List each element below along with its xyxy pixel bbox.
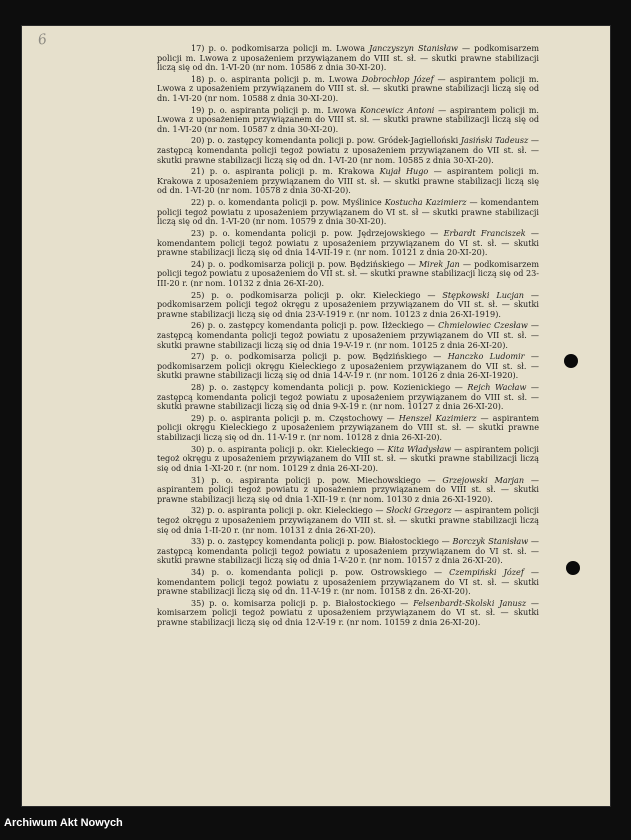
entry-position-text: 27) p. o. podkomisarza policji p. pow. Będzińskiego —: [191, 351, 448, 362]
entry-person-name: Hanczko Ludomir: [447, 351, 525, 362]
pencil-page-mark: 6: [36, 31, 49, 49]
entry-position-text: 24) p. o. podkomisarza policji p. pow. Będzińskiego —: [191, 258, 419, 269]
entry-decision-text: — komisarzem policji tegoż powiatu z uposażeniem przywiązanem do VI st. sł. — skutki prawne stabilizacji liczą się od dnia 12-V-19 r. (nr nom. 10159 z dnia 26-XI-20).: [157, 597, 539, 627]
entry-decision-text: — zastępcą komendanta policji tegoż powiatu z uposażeniem przywiązanem do VII st. sł. — skutki prawne stabilizacji liczą się od dn. 1-VI-20 (nr nom. 10585 z dnia 30-XI-20).: [157, 135, 539, 165]
entry-decision-text: — aspirantem policji m. Lwowa z uposażeniem przywiązanem do VIII st. sł. — skutki prawne stabilizacji liczą się od dn. 1-VI-20 (nr nom. 10587 z dnia 30-XI-20).: [157, 104, 539, 134]
appointment-entry: [157, 321, 539, 350]
entry-decision-text: — podkomisarzem policji tegoż powiatu z uposażeniem do VII st. sł. — skutki prawne stabilizacji liczą się od 23-III-20 r. (nr nom. 10132 z dnia 26-XI-20).: [157, 258, 539, 288]
entry-decision-text: — aspirantem policji tegoż okręgu z uposażeniem przywiązanem do VIII st. sł. — skutki prawne stabilizacji liczą się od dnia 1-II-20 r. (nr nom. 10131 z dnia 26-XI-20).: [157, 505, 539, 535]
appointment-entry: [157, 260, 539, 289]
entry-decision-text: — komendantem policji tegoż powiatu z uposażeniem przywiązanem do VI st. sł — skutki prawne stabilizacji liczą się od dn. 1-VI-20 (nr nom. 10579 z dnia 30-XI-20).: [157, 197, 539, 227]
archive-watermark: Archiwum Akt Nowych: [4, 817, 123, 829]
entry-position-text: 28) p. o. zastępcy komendanta policji p. pow. Kozienickiego —: [191, 382, 468, 393]
entry-person-name: Kostucha Kazimierz: [384, 197, 467, 208]
punch-hole: [566, 561, 580, 575]
appointment-entry: [157, 136, 539, 165]
entry-person-name: Czempiński Józef: [449, 567, 524, 578]
appointment-entry: [157, 167, 539, 196]
entry-decision-text: — aspirantem policji tegoż powiatu z uposażeniem przywiązanem do VIII st. sł. — skutki prawne stabilizacji liczą się od dnia 1-XII-19 r. (nr nom. 10130 z dnia 26-XI-1920).: [157, 474, 539, 504]
entry-person-name: Stępkowski Lucjan: [442, 289, 525, 300]
entry-position-text: 20) p. o. zastępcy komendanta policji p. pow. Gródek-Jagielloński: [191, 135, 461, 146]
entry-position-text: 31) p. o. aspiranta policji p. pow. Miechowskiego —: [191, 474, 443, 485]
entry-decision-text: — zastępcą komendanta policji tegoż powiatu z uposażeniem przywiązanem do VIII st. sł. — skutki prawne stabilizacji liczą się od dnia 9-X-19 r. (nr nom. 10127 z dnia 26-XI-20).: [157, 382, 539, 412]
entry-person-name: Mirek Jan: [418, 258, 460, 269]
entry-person-name: Felsenbardt-Skolski Janusz: [413, 597, 527, 608]
entry-decision-text: — podkomisarzem policji m. Lwowa z uposażeniem przywiązanem do VIII st. sł. — skutki prawne stabilizacji liczą się od dn. 1-VI-20 (nr nom. 10586 z dnia 30-XI-20).: [157, 43, 539, 73]
entry-person-name: Chmielowiec Czesław: [438, 320, 528, 331]
entry-position-text: 18) p. o. aspiranta policji p. m. Lwowa: [191, 73, 362, 84]
entry-person-name: Rejch Wacław: [467, 382, 527, 393]
entry-person-name: Borczyk Stanisław: [452, 536, 529, 547]
entry-person-name: Erbardt Franciszek: [443, 227, 526, 238]
entry-person-name: Dobrochłop Józef: [361, 73, 434, 84]
appointment-entry: [157, 75, 539, 104]
document-page: [22, 26, 610, 806]
appointment-entry: [157, 198, 539, 227]
entry-person-name: Grzejowski Marjan: [442, 474, 525, 485]
entry-position-text: 23) p. o. komendanta policji p. pow. Jędrzejowskiego —: [191, 227, 444, 238]
entry-position-text: 29) p. o. aspiranta policji p. m. Częstochowy —: [191, 412, 399, 423]
appointment-entry: [157, 599, 539, 628]
entry-position-text: 30) p. o. aspiranta policji p. okr. Kieleckiego —: [191, 443, 388, 454]
appointment-list: [157, 44, 539, 630]
entry-person-name: Janczyszyn Stanisław: [369, 43, 458, 53]
appointment-entry: [157, 445, 539, 474]
entry-decision-text: — komendantem policji tegoż powiatu z uposażeniem przywiązanem do VI st. sł. — skutki prawne stabilizacji liczą się od dn. 11-V-19 r. (nr nom. 10158 z dn. 26-XI-20).: [157, 567, 539, 597]
entry-decision-text: — podkomisarzem policji tegoż okręgu z uposażeniem przywiązanem do VII st. sł. — skutki prawne stabilizacji liczą się od dnia 23-V-1919 r. (nr nom. 10123 z dnia 26-XI-1919).: [157, 289, 539, 319]
entry-person-name: Jasiński Tadeusz: [460, 135, 529, 146]
appointment-entry: [157, 106, 539, 135]
appointment-entry: [157, 352, 539, 381]
entry-person-name: Koncewicz Antoni: [360, 104, 435, 115]
entry-position-text: 32) p. o. aspiranta policji p. okr. Kieleckiego —: [191, 505, 387, 516]
entry-decision-text: — aspirantem policji m. Lwowa z uposażeniem przywiązanem do VIII st. sł. — skutki prawne stabilizacji liczą się od dn. 1-VI-20 (nr nom. 10588 z dnia 30-XI-20).: [157, 73, 539, 103]
entry-decision-text: — podkomisarzem policji okręgu Kieleckiego z uposażeniem przywiązanem do VII st. sł. — skutki prawne stabilizacji liczą się od dnia 14-V-19 r. (nr nom. 10126 z dnia 26-XI-1920).: [157, 351, 539, 381]
entry-decision-text: — aspirantem policji m. Krakowa z uposażeniem przywiązanem do VIII st. sł. — skutki prawne stabilizacji liczą się od dn. 1-VI-20 (nr nom. 10578 z dnia 30-XI-20).: [157, 166, 539, 196]
appointment-entry: [157, 414, 539, 443]
appointment-entry: [157, 383, 539, 412]
entry-position-text: 19) p. o. aspiranta policji p. m. Lwowa: [191, 104, 361, 115]
entry-decision-text: — aspirantem policji tegoż okręgu z uposażeniem przywiązanem do VIII st. sł. — skutki prawne stabilizacji liczą się od dnia 1-XI-20 r. (nr nom. 10129 z dnia 26-XI-20).: [157, 443, 539, 473]
appointment-entry: [157, 537, 539, 566]
appointment-entry: [157, 44, 539, 73]
entry-position-text: 34) p. o. komendanta policji p. pow. Ostrowskiego —: [191, 567, 450, 578]
appointment-entry: [157, 506, 539, 535]
entry-position-text: 22) p. o. komendanta policji p. pow. Myślinice: [191, 197, 385, 208]
appointment-entry: [157, 291, 539, 320]
entry-decision-text: — zastępcą komendanta policji tegoż powiatu z uposażeniem przywiązanem do VI st. sł. — skutki prawne stabilizacji liczą się od dnia 1-V-20 r. (nr nom. 10157 z dnia 26-XI-20).: [157, 536, 539, 566]
appointment-entry: [157, 568, 539, 597]
entry-decision-text: — zastępcą komendanta policji tegoż powiatu z uposażeniem przywiązanem do VII st. sł. — skutki prawne stabilizacji liczą się od dnia 19-V-19 r. (nr nom. 10125 z dnia 26-XI-20).: [157, 320, 539, 350]
entry-position-text: 21) p. o. aspiranta policji p. m. Krakowa: [191, 166, 380, 177]
entry-decision-text: — komendantem policji tegoż powiatu z uposażeniem przywiązanem do VI st. sł. — skutki prawne stabilizacji liczą się od dnia 14-VII-19 r. (nr nom. 10121 z dnia 20-XI-20).: [157, 227, 539, 258]
entry-position-text: 25) p. o. podkomisarza policji p. okr. Kieleckiego —: [191, 289, 443, 300]
entry-person-name: Słocki Grzegorz: [386, 505, 452, 516]
entry-person-name: Kita Władysław: [387, 443, 452, 454]
appointment-entry: [157, 229, 539, 258]
entry-position-text: 17) p. o. podkomisarza policji m. Lwowa: [191, 43, 370, 53]
entry-position-text: 26) p. o. zastępcy komendanta policji p. pow. Iłżeckiego —: [191, 320, 439, 331]
entry-person-name: Kujał Hugo: [379, 166, 429, 177]
entry-position-text: 33) p. o. zastępcy komendanta policji p. pow. Białostockiego —: [191, 536, 453, 547]
punch-hole: [564, 354, 578, 368]
entry-position-text: 35) p. o. komisarza policji p. p. Białostockiego —: [191, 597, 414, 608]
entry-decision-text: — aspirantem policji okręgu Kieleckiego z uposażeniem przywiązanem do VIII st. sł. — skutki prawne stabilizacji liczą się od dn. 11-V-19 r. (nr nom. 10128 z dnia 26-XI-20).: [157, 412, 539, 443]
entry-person-name: Henszel Kazimierz: [398, 412, 477, 423]
appointment-entry: [157, 476, 539, 505]
